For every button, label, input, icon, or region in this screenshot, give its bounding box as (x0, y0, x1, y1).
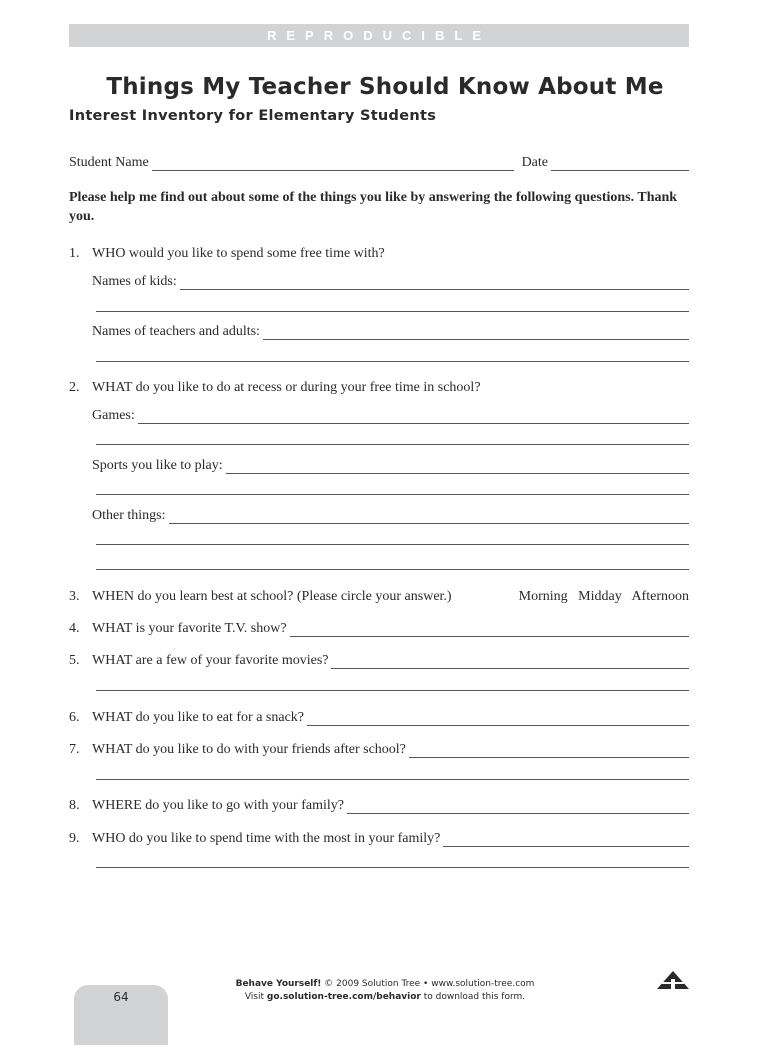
page-number: 64 (113, 990, 129, 1004)
field-label: Names of kids: (92, 274, 177, 289)
family-places-field[interactable] (347, 801, 689, 814)
question-4 (69, 621, 689, 637)
other-things-field[interactable] (169, 511, 690, 524)
instructions: Please help me find out about some of the things you like by answering the following questions. Thank you. (69, 190, 678, 224)
question-number: 2. (69, 380, 80, 395)
question-3 (69, 589, 689, 605)
student-name-field[interactable] (152, 158, 514, 171)
family-person-field[interactable] (443, 834, 689, 847)
question-7 (69, 742, 689, 758)
sports-field[interactable] (226, 461, 689, 474)
field-label: Names of teachers and adults: (92, 324, 260, 339)
time-of-day-choices[interactable]: Morning Midday Afternoon (518, 589, 689, 604)
question-9 (69, 831, 689, 847)
solution-tree-logo-icon (656, 970, 690, 990)
question-2 (69, 380, 689, 396)
names-of-kids-field[interactable] (180, 277, 689, 290)
answer-line[interactable] (96, 494, 689, 495)
copyright-text: © 2009 Solution Tree • www.solution-tree.com (324, 979, 535, 989)
other-things-row (92, 508, 689, 524)
question-number: 1. (69, 246, 80, 261)
page-subtitle: Interest Inventory for Elementary Students (69, 108, 437, 124)
question-number: 3. (69, 589, 80, 604)
answer-line[interactable] (96, 569, 689, 570)
answer-line[interactable] (96, 867, 689, 868)
visit-suffix: to download this form. (423, 992, 526, 1002)
friends-activity-field[interactable] (409, 745, 689, 758)
question-5 (69, 653, 689, 669)
question-text: WHAT is your favorite T.V. show? (92, 621, 287, 636)
question-text: WHEN do you learn best at school? (Please circle your answer.) (92, 589, 452, 604)
answer-line[interactable] (96, 444, 689, 445)
games-row (92, 408, 689, 424)
question-8 (69, 798, 689, 814)
field-label: Other things: (92, 508, 166, 523)
download-link[interactable]: go.solution-tree.com/behavior (266, 992, 421, 1002)
field-label: Sports you like to play: (92, 458, 223, 473)
question-text: WHAT are a few of your favorite movies? (92, 653, 329, 668)
date-label: Date (521, 155, 548, 170)
question-number: 8. (69, 798, 80, 813)
question-text: WHERE do you like to go with your family? (92, 798, 344, 813)
movies-field[interactable] (331, 656, 689, 669)
field-label: Games: (92, 408, 135, 423)
page-title: Things My Teacher Should Know About Me (106, 74, 664, 100)
question-number: 7. (69, 742, 80, 757)
answer-line[interactable] (96, 690, 689, 691)
date-field[interactable] (551, 158, 689, 171)
question-number: 9. (69, 831, 80, 846)
question-number: 4. (69, 621, 80, 636)
tv-show-field[interactable] (290, 624, 689, 637)
question-number: 5. (69, 653, 80, 668)
student-info-row (69, 155, 689, 171)
footer-credit (0, 978, 770, 1004)
question-text: WHAT do you like to eat for a snack? (92, 710, 305, 725)
question-text: WHO would you like to spend some free time with? (92, 246, 385, 261)
visit-prefix: Visit (244, 992, 265, 1002)
sports-row (92, 458, 689, 474)
question-6 (69, 710, 689, 726)
student-name-label: Student Name (69, 155, 149, 170)
answer-line[interactable] (96, 779, 689, 780)
snack-field[interactable] (307, 713, 689, 726)
question-text: WHO do you like to spend time with the most in your family? (92, 831, 441, 846)
book-title: Behave Yourself! (235, 979, 322, 989)
games-field[interactable] (138, 411, 689, 424)
answer-line[interactable] (96, 544, 689, 545)
question-text: WHAT do you like to do at recess or during your free time in school? (92, 380, 481, 395)
question-text: WHAT do you like to do with your friends after school? (92, 742, 406, 757)
names-of-kids-row (92, 274, 689, 290)
question-1 (69, 246, 689, 262)
reproducible-banner: REPRODUCIBLE (69, 24, 689, 47)
answer-line[interactable] (96, 361, 689, 362)
names-of-teachers-row (92, 324, 689, 340)
names-of-teachers-field[interactable] (263, 327, 689, 340)
question-number: 6. (69, 710, 80, 725)
answer-line[interactable] (96, 311, 689, 312)
